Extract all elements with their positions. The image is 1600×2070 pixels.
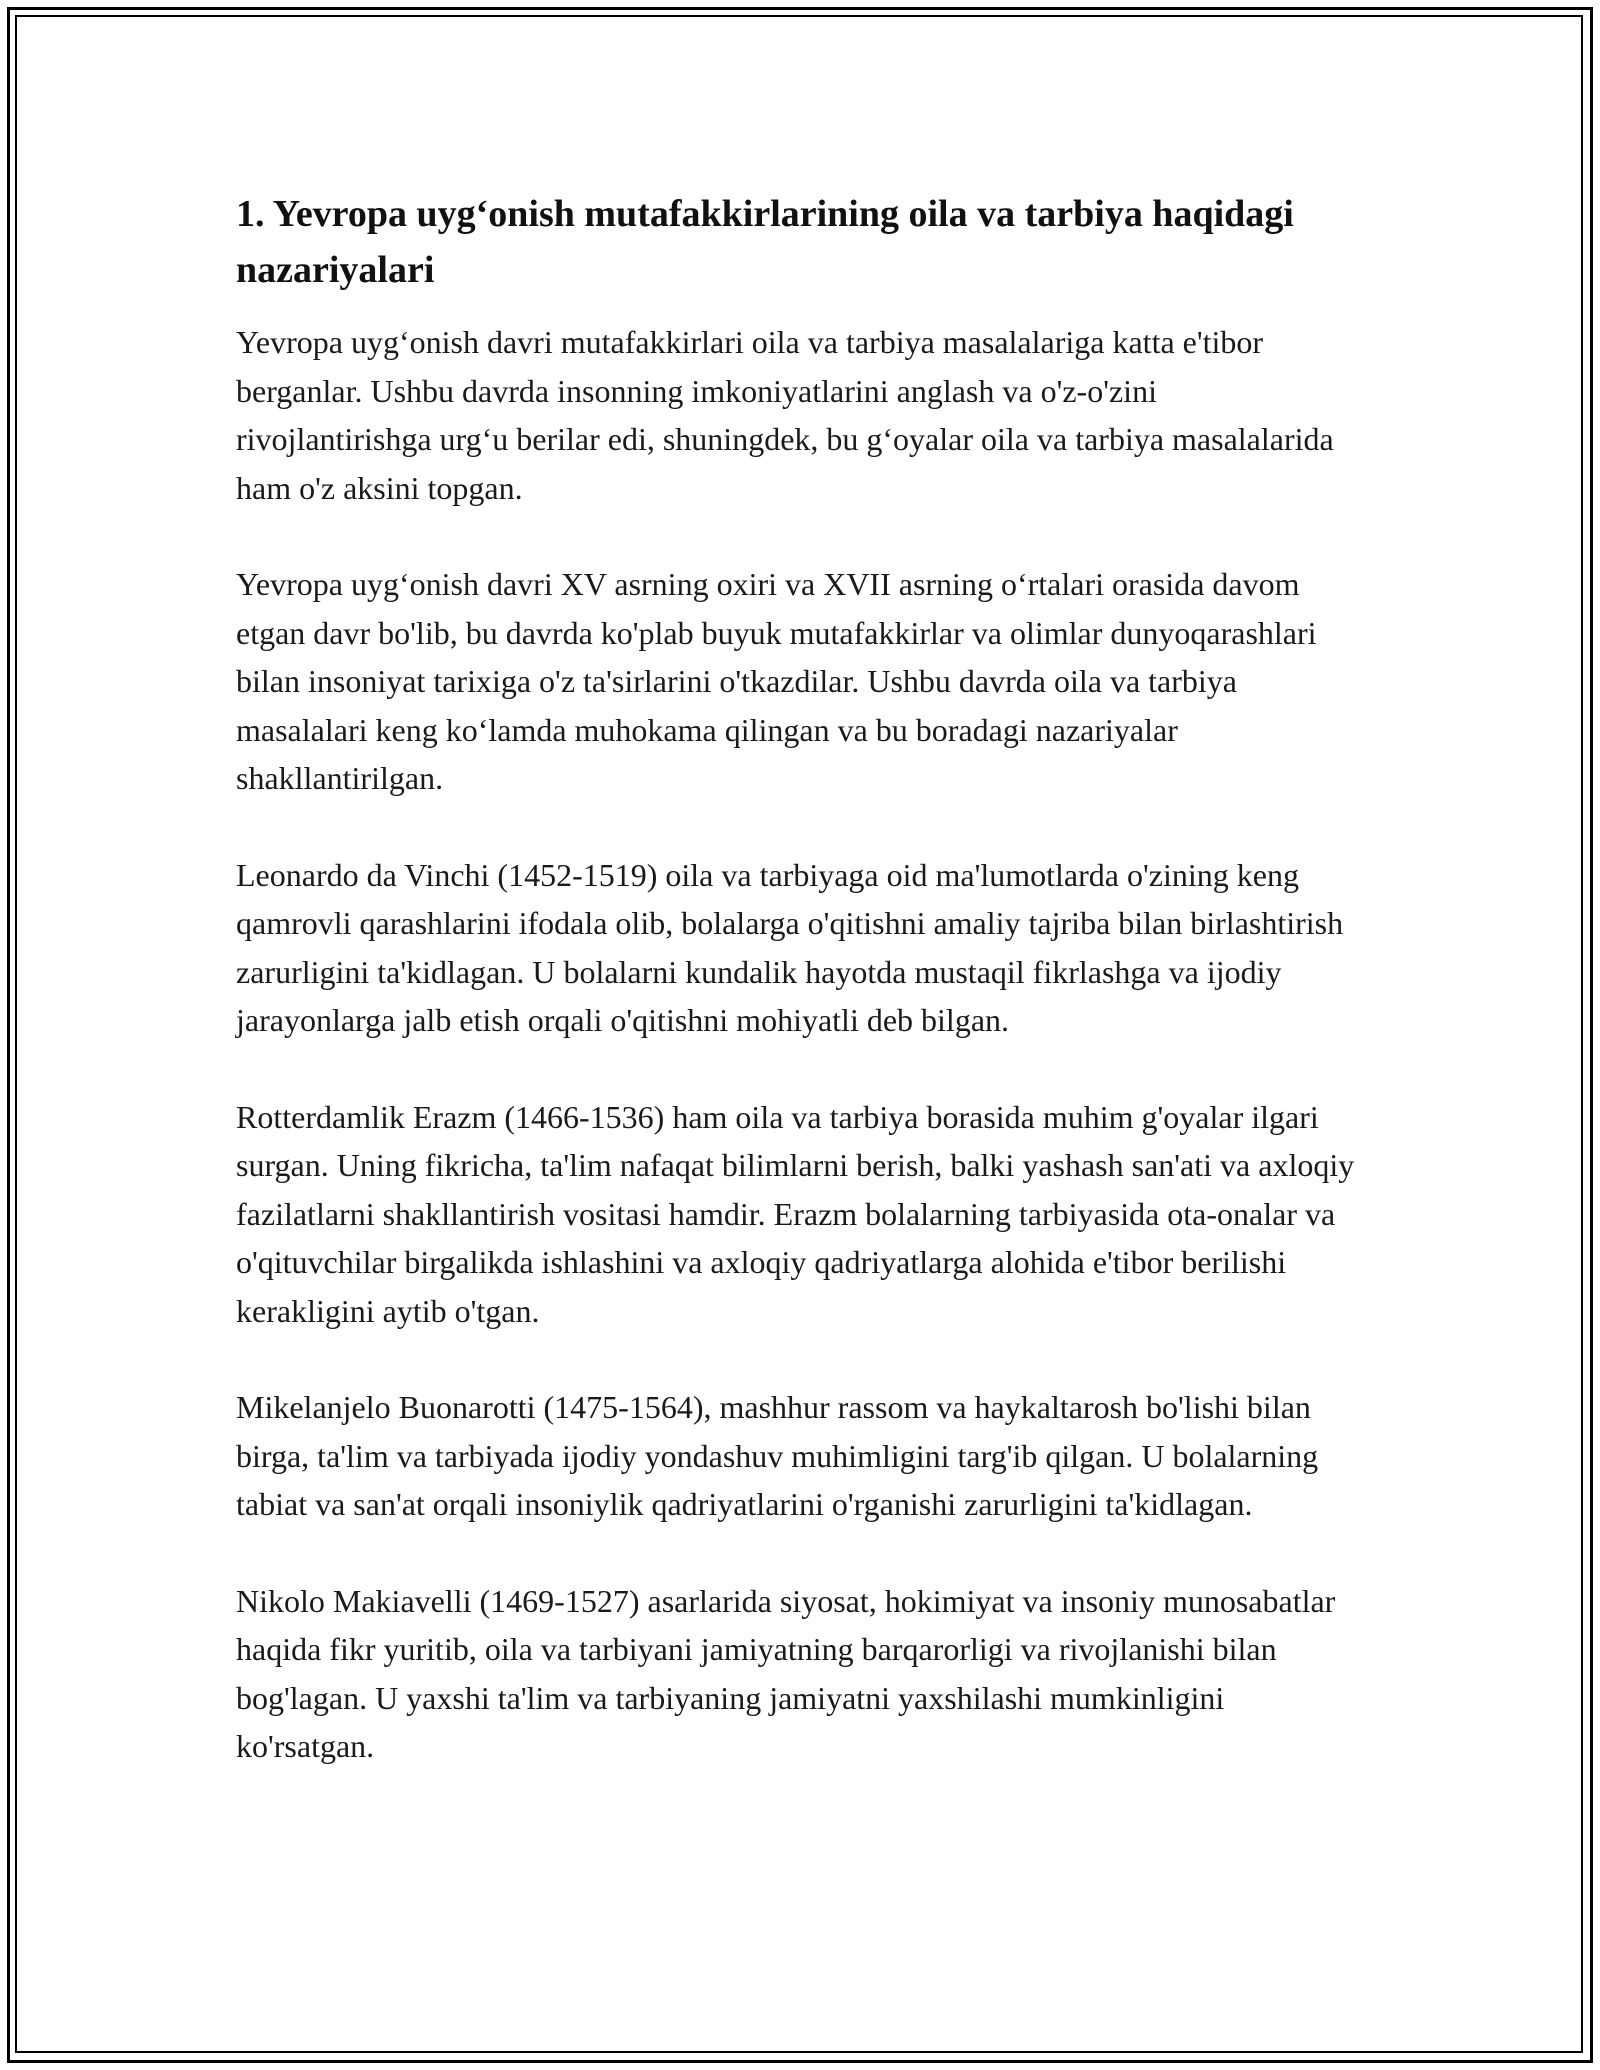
paragraph-renaissance-period: Yevropa uyg‘onish davri XV asrning oxiri va XVII asrning o‘rtalari orasida davom etgan davr bo'lib, bu davrda ko'plab buyuk mutafakkirlar va olimlar dunyoqarashlari bilan insoniyat tarixiga o'z ta'sirlarini o'tkazdilar. Ushbu davrda oila va tarbiya masalalari keng ko‘lamda muhokama qilingan va bu boradagi nazariyalar shakllantirilgan. xyxy=(236,566,1317,796)
paragraph-intro: Yevropa uyg‘onish davri mutafakkirlari oila va tarbiya masalalariga katta e'tibor berganlar. Ushbu davrda insonning imkoniyatlarini anglash va o'z-o'zini rivojlantirishga urg‘u berilar edi, shuningdek, bu g‘oyalar oila va tarbiya masalalarida ham o'z aksini topgan. xyxy=(236,324,1334,506)
paragraph-machiavelli: Nikolo Makiavelli (1469-1527) asarlarida siyosat, hokimiyat va insoniy munosabatlar haqida fikr yuritib, oila va tarbiyani jamiyatning barqarorligi va rivojlanishi bilan bog'lagan. U yaxshi ta'lim va tarbiyaning jamiyatni yaxshilashi mumkinligini ko'rsatgan. xyxy=(236,1582,1336,1764)
document-body xyxy=(236,186,1356,1819)
paragraph-erasmus: Rotterdamlik Erazm (1466-1536) ham oila va tarbiya borasida muhim g'oyalar ilgari surgan. Uning fikricha, ta'lim nafaqat bilimlarni berish, balki yashash san'ati va axloqiy fazilatlarni shakllantirish vositasi hamdir. Erazm bolalarning tarbiyasida ota-onalar va o'qituvchilar birgalikda ishlashini va axloqiy qadriyatlarga alohida e'tibor berilishi kerakligini aytib o'tgan. xyxy=(236,1098,1355,1329)
paragraph-leonardo: Leonardo da Vinchi (1452-1519) oila va tarbiyaga oid ma'lumotlarda o'zining keng qamrovli qarashlarini ifodala olib, bolalarga o'qitishni amaliy tajriba bilan birlashtirish zarurligini ta'kidlagan. U bolalarni kundalik hayotda mustaqil fikrlashga va ijodiy jarayonlarga jalb etish orqali o'qitishni mohiyatli deb bilgan. xyxy=(236,856,1344,1038)
paragraph-michelangelo: Mikelanjelo Buonarotti (1475-1564), mashhur rassom va haykaltarosh bo'lishi bilan birga, ta'lim va tarbiyada ijodiy yondashuv muhimligini targ'ib qilgan. U bolalarning tabiat va san'at orqali insoniylik qadriyatlarini o'rganishi zarurligini ta'kidlagan. xyxy=(236,1389,1319,1522)
section-heading: 1. Yevropa uyg‘onish mutafakkirlarining oila va tarbiya haqidagi nazariyalari xyxy=(236,193,1294,291)
